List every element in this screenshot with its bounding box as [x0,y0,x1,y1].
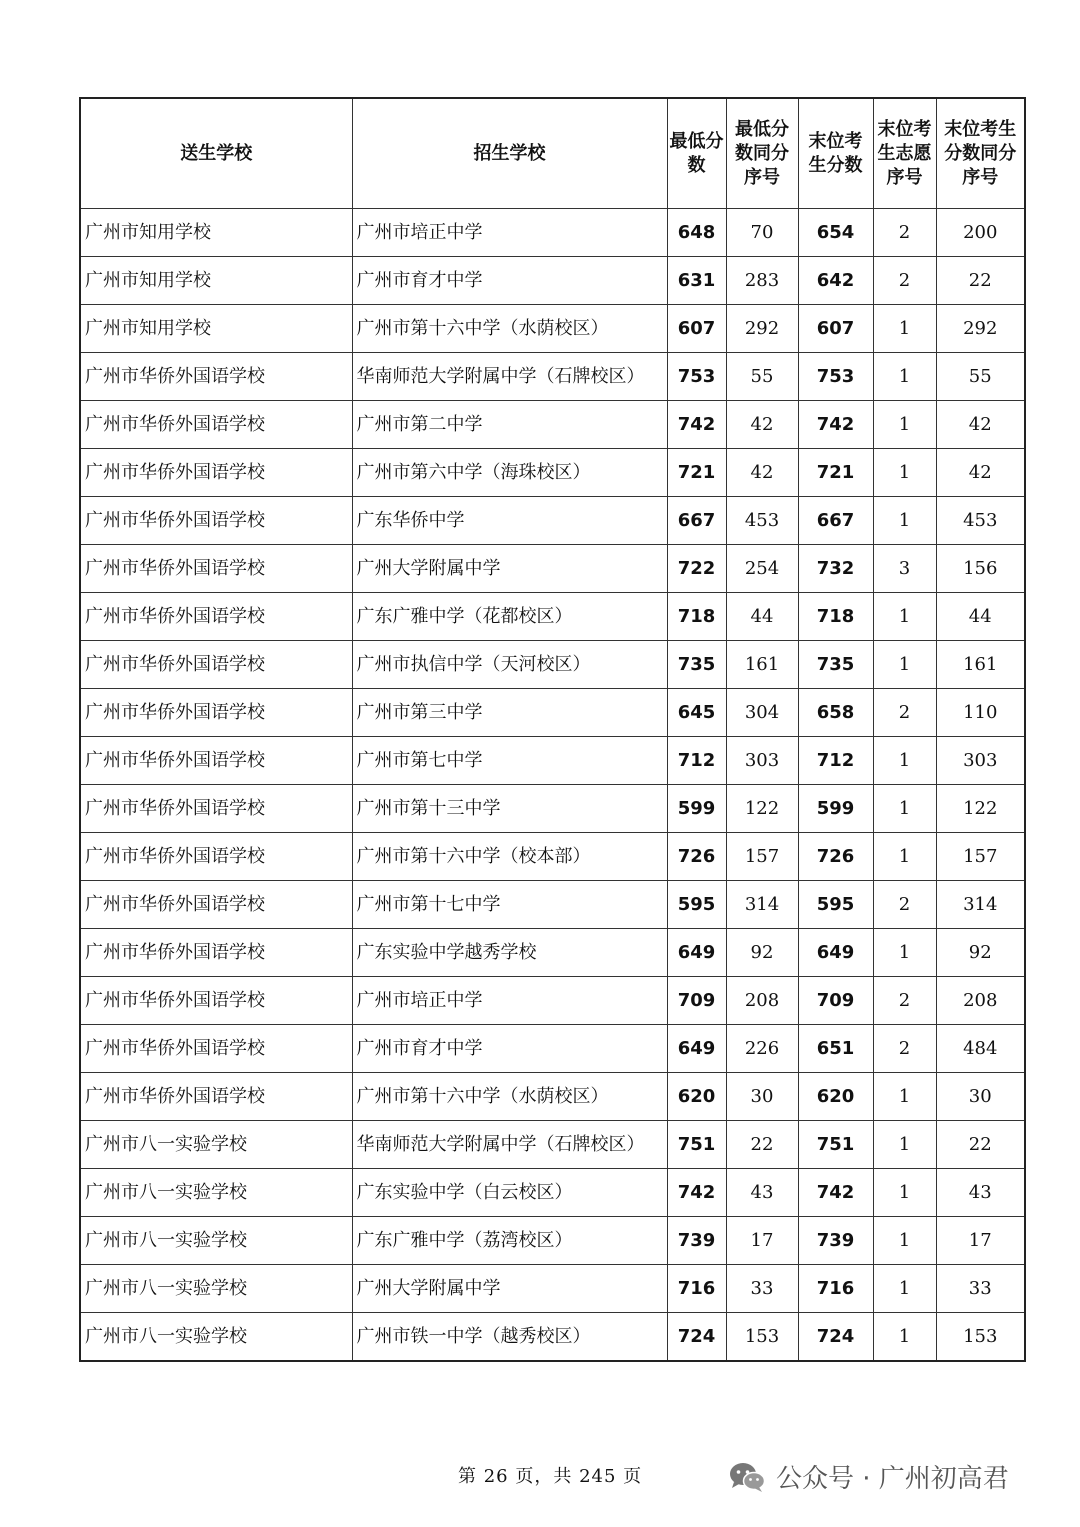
table-row [80,545,1025,593]
cell-last-student-tie-rank: 42 [936,449,1025,497]
cell-last-student-score: 658 [798,689,873,737]
cell-sending-school: 广州市华侨外国语学校 [80,737,352,785]
cell-last-student-tie-rank: 161 [936,641,1025,689]
cell-sending-school: 广州市八一实验学校 [80,1313,352,1362]
cell-last-student-tie-rank: 30 [936,1073,1025,1121]
cell-min-score: 607 [667,305,726,353]
cell-last-student-score: 742 [798,401,873,449]
cell-min-score-tie-rank: 161 [726,641,798,689]
cell-last-student-tie-rank: 157 [936,833,1025,881]
cell-last-student-score: 620 [798,1073,873,1121]
cell-last-student-choice: 1 [873,593,936,641]
cell-sending-school: 广州市华侨外国语学校 [80,689,352,737]
cell-last-student-tie-rank: 22 [936,1121,1025,1169]
cell-min-score: 724 [667,1313,726,1362]
cell-min-score-tie-rank: 122 [726,785,798,833]
table-header-row [80,98,1025,209]
cell-min-score-tie-rank: 226 [726,1025,798,1073]
cell-sending-school: 广州市八一实验学校 [80,1217,352,1265]
cell-last-student-tie-rank: 484 [936,1025,1025,1073]
wechat-icon [728,1461,766,1493]
cell-sending-school: 广州市八一实验学校 [80,1121,352,1169]
cell-admitting-school: 广州市执信中学（天河校区） [352,641,667,689]
cell-sending-school: 广州市八一实验学校 [80,1265,352,1313]
cell-last-student-choice: 1 [873,785,936,833]
cell-last-student-tie-rank: 42 [936,401,1025,449]
cell-last-student-score: 642 [798,257,873,305]
header-sending-school: 送生学校 [80,98,352,209]
cell-admitting-school: 广东广雅中学（花都校区） [352,593,667,641]
cell-last-student-tie-rank: 303 [936,737,1025,785]
cell-last-student-tie-rank: 92 [936,929,1025,977]
cell-last-student-tie-rank: 110 [936,689,1025,737]
cell-min-score-tie-rank: 92 [726,929,798,977]
table-row [80,209,1025,257]
header-min-score-tie-rank: 最低分数同分序号 [726,98,798,209]
cell-min-score-tie-rank: 157 [726,833,798,881]
cell-last-student-score: 709 [798,977,873,1025]
cell-last-student-score: 651 [798,1025,873,1073]
cell-last-student-choice: 2 [873,257,936,305]
cell-min-score: 712 [667,737,726,785]
cell-min-score-tie-rank: 44 [726,593,798,641]
table-row [80,1313,1025,1362]
cell-last-student-score: 751 [798,1121,873,1169]
cell-last-student-choice: 2 [873,209,936,257]
cell-min-score-tie-rank: 70 [726,209,798,257]
table-row [80,833,1025,881]
cell-min-score: 753 [667,353,726,401]
watermark-text: 公众号 · 广州初高君 [776,1464,1009,1494]
table-row [80,353,1025,401]
header-min-score: 最低分数 [667,98,726,209]
cell-sending-school: 广州市华侨外国语学校 [80,593,352,641]
cell-min-score-tie-rank: 453 [726,497,798,545]
table-row [80,1121,1025,1169]
cell-last-student-score: 649 [798,929,873,977]
admission-score-table [79,97,1026,1362]
cell-last-student-tie-rank: 156 [936,545,1025,593]
cell-last-student-tie-rank: 43 [936,1169,1025,1217]
cell-admitting-school: 广东实验中学越秀学校 [352,929,667,977]
cell-min-score: 716 [667,1265,726,1313]
table-row [80,1265,1025,1313]
cell-sending-school: 广州市华侨外国语学校 [80,449,352,497]
cell-last-student-tie-rank: 33 [936,1265,1025,1313]
cell-min-score-tie-rank: 17 [726,1217,798,1265]
table-row [80,1025,1025,1073]
cell-min-score-tie-rank: 33 [726,1265,798,1313]
header-last-student-tie-rank: 末位考生分数同分序号 [936,98,1025,209]
cell-last-student-tie-rank: 292 [936,305,1025,353]
cell-last-student-choice: 1 [873,1169,936,1217]
cell-last-student-choice: 1 [873,1265,936,1313]
table-row [80,1169,1025,1217]
cell-last-student-score: 599 [798,785,873,833]
table-row [80,401,1025,449]
header-last-student-choice: 末位考生志愿序号 [873,98,936,209]
table-row [80,641,1025,689]
table-row [80,689,1025,737]
cell-sending-school: 广州市华侨外国语学校 [80,1025,352,1073]
cell-admitting-school: 广州市培正中学 [352,977,667,1025]
cell-admitting-school: 广州市第二中学 [352,401,667,449]
cell-sending-school: 广州市华侨外国语学校 [80,545,352,593]
cell-min-score: 718 [667,593,726,641]
table-row [80,1073,1025,1121]
cell-sending-school: 广州市华侨外国语学校 [80,977,352,1025]
cell-admitting-school: 广东广雅中学（荔湾校区） [352,1217,667,1265]
cell-last-student-tie-rank: 122 [936,785,1025,833]
table-row [80,737,1025,785]
cell-last-student-score: 735 [798,641,873,689]
table-body [80,209,1025,1362]
cell-last-student-choice: 1 [873,641,936,689]
cell-admitting-school: 广东实验中学（白云校区） [352,1169,667,1217]
cell-sending-school: 广州市知用学校 [80,209,352,257]
cell-last-student-choice: 1 [873,833,936,881]
cell-sending-school: 广州市知用学校 [80,257,352,305]
cell-min-score-tie-rank: 208 [726,977,798,1025]
cell-min-score-tie-rank: 22 [726,1121,798,1169]
cell-last-student-score: 721 [798,449,873,497]
cell-last-student-score: 724 [798,1313,873,1362]
cell-admitting-school: 广州市第三中学 [352,689,667,737]
cell-min-score-tie-rank: 30 [726,1073,798,1121]
cell-min-score: 620 [667,1073,726,1121]
cell-last-student-choice: 1 [873,1073,936,1121]
cell-last-student-choice: 1 [873,497,936,545]
cell-min-score: 595 [667,881,726,929]
cell-last-student-choice: 2 [873,977,936,1025]
cell-min-score: 739 [667,1217,726,1265]
cell-admitting-school: 广州市铁一中学（越秀校区） [352,1313,667,1362]
cell-last-student-tie-rank: 200 [936,209,1025,257]
cell-last-student-tie-rank: 314 [936,881,1025,929]
cell-min-score-tie-rank: 55 [726,353,798,401]
cell-last-student-choice: 1 [873,737,936,785]
table-row [80,497,1025,545]
header-admitting-school: 招生学校 [352,98,667,209]
cell-last-student-choice: 2 [873,689,936,737]
cell-admitting-school: 广州大学附属中学 [352,545,667,593]
cell-sending-school: 广州市知用学校 [80,305,352,353]
cell-min-score-tie-rank: 283 [726,257,798,305]
table-row [80,785,1025,833]
cell-min-score-tie-rank: 254 [726,545,798,593]
cell-min-score-tie-rank: 42 [726,401,798,449]
cell-admitting-school: 广州大学附属中学 [352,1265,667,1313]
table-row [80,305,1025,353]
cell-admitting-school: 广州市第七中学 [352,737,667,785]
cell-sending-school: 广州市华侨外国语学校 [80,785,352,833]
cell-min-score: 649 [667,1025,726,1073]
table-row [80,1217,1025,1265]
cell-min-score: 645 [667,689,726,737]
cell-sending-school: 广州市华侨外国语学校 [80,1073,352,1121]
cell-admitting-school: 华南师范大学附属中学（石牌校区） [352,1121,667,1169]
cell-min-score-tie-rank: 153 [726,1313,798,1362]
cell-last-student-choice: 1 [873,353,936,401]
cell-last-student-score: 654 [798,209,873,257]
cell-min-score-tie-rank: 314 [726,881,798,929]
cell-min-score-tie-rank: 303 [726,737,798,785]
cell-min-score: 742 [667,401,726,449]
cell-last-student-score: 716 [798,1265,873,1313]
cell-min-score: 709 [667,977,726,1025]
cell-min-score-tie-rank: 43 [726,1169,798,1217]
cell-min-score-tie-rank: 292 [726,305,798,353]
cell-last-student-score: 742 [798,1169,873,1217]
cell-sending-school: 广州市华侨外国语学校 [80,641,352,689]
watermark [728,1458,1009,1495]
cell-last-student-choice: 1 [873,401,936,449]
cell-last-student-choice: 1 [873,929,936,977]
table-row [80,929,1025,977]
cell-last-student-choice: 1 [873,1313,936,1362]
cell-last-student-choice: 1 [873,305,936,353]
cell-admitting-school: 广州市第十六中学（水荫校区） [352,1073,667,1121]
cell-admitting-school: 华南师范大学附属中学（石牌校区） [352,353,667,401]
cell-admitting-school: 广东华侨中学 [352,497,667,545]
cell-admitting-school: 广州市育才中学 [352,257,667,305]
cell-last-student-tie-rank: 22 [936,257,1025,305]
cell-last-student-choice: 2 [873,1025,936,1073]
cell-min-score: 721 [667,449,726,497]
cell-min-score: 726 [667,833,726,881]
cell-last-student-choice: 3 [873,545,936,593]
cell-min-score: 649 [667,929,726,977]
cell-admitting-school: 广州市第十六中学（校本部） [352,833,667,881]
cell-admitting-school: 广州市第十三中学 [352,785,667,833]
cell-last-student-score: 726 [798,833,873,881]
cell-min-score: 631 [667,257,726,305]
cell-min-score: 667 [667,497,726,545]
cell-admitting-school: 广州市育才中学 [352,1025,667,1073]
cell-sending-school: 广州市八一实验学校 [80,1169,352,1217]
page-footer [0,1462,1080,1492]
cell-sending-school: 广州市华侨外国语学校 [80,929,352,977]
cell-min-score: 735 [667,641,726,689]
cell-last-student-tie-rank: 55 [936,353,1025,401]
cell-min-score: 722 [667,545,726,593]
table-row [80,449,1025,497]
cell-last-student-tie-rank: 208 [936,977,1025,1025]
table-row [80,881,1025,929]
cell-admitting-school: 广州市第十六中学（水荫校区） [352,305,667,353]
page-number: 第 26 页，共 245 页 [458,1466,643,1487]
cell-last-student-tie-rank: 44 [936,593,1025,641]
cell-last-student-score: 595 [798,881,873,929]
cell-admitting-school: 广州市培正中学 [352,209,667,257]
cell-last-student-score: 732 [798,545,873,593]
cell-sending-school: 广州市华侨外国语学校 [80,401,352,449]
cell-min-score: 751 [667,1121,726,1169]
cell-last-student-choice: 2 [873,881,936,929]
cell-min-score: 648 [667,209,726,257]
cell-admitting-school: 广州市第十七中学 [352,881,667,929]
cell-last-student-tie-rank: 153 [936,1313,1025,1362]
cell-min-score-tie-rank: 304 [726,689,798,737]
cell-last-student-score: 712 [798,737,873,785]
cell-last-student-choice: 1 [873,1217,936,1265]
cell-sending-school: 广州市华侨外国语学校 [80,881,352,929]
cell-min-score-tie-rank: 42 [726,449,798,497]
cell-admitting-school: 广州市第六中学（海珠校区） [352,449,667,497]
cell-min-score: 742 [667,1169,726,1217]
cell-last-student-score: 607 [798,305,873,353]
cell-last-student-choice: 1 [873,449,936,497]
cell-min-score: 599 [667,785,726,833]
cell-sending-school: 广州市华侨外国语学校 [80,833,352,881]
header-last-student-score: 末位考生分数 [798,98,873,209]
table-row [80,977,1025,1025]
cell-last-student-score: 718 [798,593,873,641]
cell-last-student-score: 753 [798,353,873,401]
cell-last-student-tie-rank: 453 [936,497,1025,545]
cell-last-student-score: 667 [798,497,873,545]
cell-sending-school: 广州市华侨外国语学校 [80,353,352,401]
cell-last-student-tie-rank: 17 [936,1217,1025,1265]
cell-last-student-score: 739 [798,1217,873,1265]
cell-last-student-choice: 1 [873,1121,936,1169]
table-row [80,257,1025,305]
table-row [80,593,1025,641]
cell-sending-school: 广州市华侨外国语学校 [80,497,352,545]
